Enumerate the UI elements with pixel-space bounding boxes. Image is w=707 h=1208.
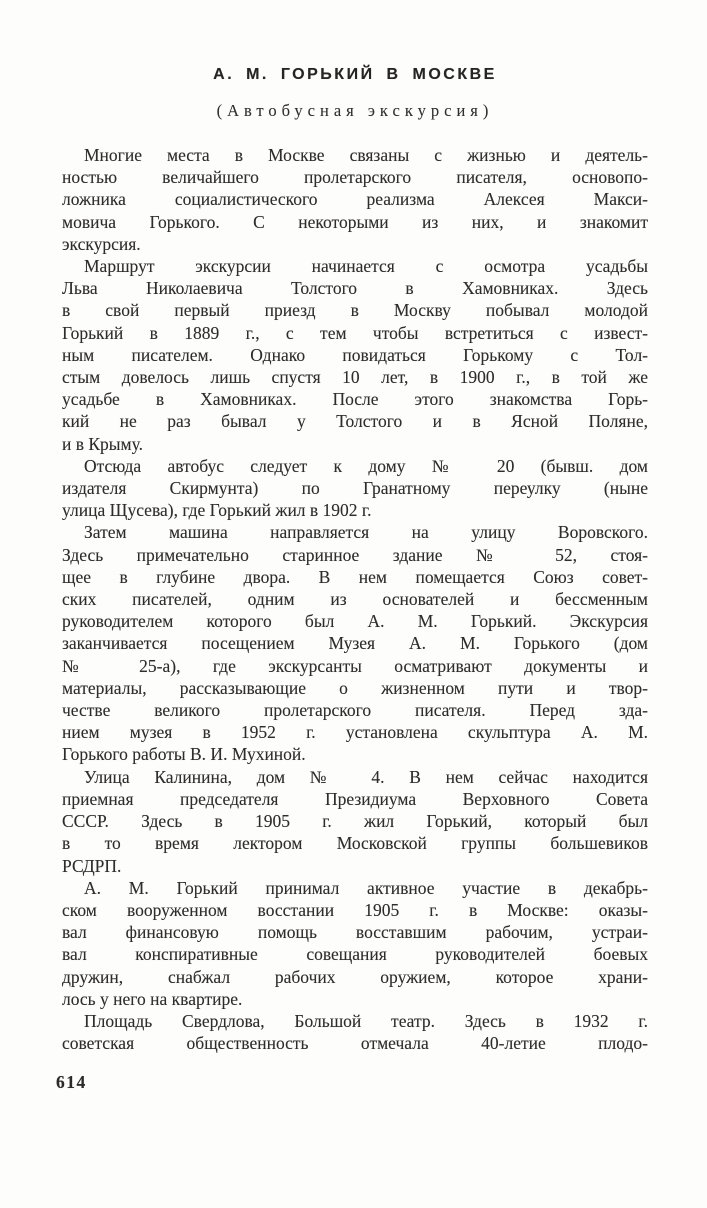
paragraph	[62, 877, 648, 1010]
text-line: № 25-а), где экскурсанты осматривают документы и	[62, 655, 648, 676]
text-line: Площадь Свердлова, Большой театр. Здесь в 1932 г.	[84, 1010, 648, 1031]
text-line: дружин, снабжал рабочих оружием, которое храни-	[62, 966, 648, 987]
text-line: кий не раз бывал у Толстого и в Ясной Поляне,	[62, 411, 648, 432]
text-line: ложника социалистического реализма Алексея Макси-	[62, 189, 648, 210]
text-line: Многие места в Москве связаны с жизнью и деятель-	[84, 145, 648, 165]
text-line: ском вооруженном восстании 1905 г. в Москве: оказы-	[62, 899, 648, 920]
text-line: честве великого пролетарского писателя. Перед зда-	[62, 700, 648, 721]
text-line: щее в глубине двора. В нем помещается Союз совет-	[62, 566, 648, 587]
text-line: заканчивается посещением Музея А. М. Горького (дом	[62, 633, 648, 654]
text-column	[62, 66, 648, 1054]
text-line: РСДРП.	[62, 855, 122, 876]
text-line: приемная председателя Президиума Верховного Совета	[62, 788, 648, 809]
text-line: руководителем которого был А. М. Горький. Экскурсия	[62, 611, 648, 632]
text-line: ным писателем. Однако повидаться Горькому с Тол-	[62, 344, 648, 365]
text-line: Затем машина направляется на улицу Воровского.	[84, 522, 648, 543]
text-line: в то время лектором Московской группы большевиков	[62, 833, 648, 854]
text-line: СССР. Здесь в 1905 г. жил Горький, который был	[62, 811, 648, 832]
text-line: Маршрут экскурсии начинается с осмотра усадьбы	[84, 256, 648, 277]
text-block	[62, 144, 648, 1054]
text-line: в свой первый приезд в Москву побывал молодой	[62, 300, 648, 321]
text-line: материалы, рассказывающие о жизненном пути и твор-	[62, 677, 648, 698]
text-line: ских писателей, одним из основателей и бессменным	[62, 589, 648, 610]
paragraph	[62, 144, 648, 255]
text-line: экскурсия.	[62, 233, 141, 254]
text-line: и в Крыму.	[62, 433, 144, 454]
text-line: усадьбе в Хамовниках. После этого знакомства Горь-	[62, 389, 648, 410]
text-line: нием музея в 1952 г. установлена скульптура А. М.	[62, 722, 648, 743]
paragraph	[62, 255, 648, 455]
page-title: А. М. ГОРЬКИЙ В МОСКВЕ	[213, 66, 497, 83]
paragraph	[62, 766, 648, 877]
text-line: советская общественность отмечала 40-летие плодо-	[62, 1033, 648, 1054]
text-line: мовича Горького. С некоторыми из них, и знакомит	[62, 211, 648, 232]
text-line: Отсюда автобус следует к дому № 20 (бывш. дом	[84, 455, 648, 476]
text-line: Льва Николаевича Толстого в Хамовниках. Здесь	[62, 278, 648, 299]
text-line: вал конспиративные совещания руководителей боевых	[62, 944, 648, 965]
paragraph	[62, 521, 648, 765]
text-line: улица Щусева), где Горький жил в 1902 г.	[62, 500, 372, 521]
page-number: 614	[56, 1072, 87, 1092]
text-line: Горький в 1889 г., с тем чтобы встретиться с извест-	[62, 322, 648, 343]
text-line: ностью величайшего пролетарского писателя, основопо-	[62, 167, 648, 188]
page-subtitle: (Автобусная экскурсия)	[216, 101, 494, 120]
text-line: стым довелось лишь спустя 10 лет, в 1900 г., в той же	[62, 367, 648, 388]
text-line: Улица Калинина, дом № 4. В нем сейчас находится	[84, 766, 648, 787]
paragraph	[62, 1010, 648, 1054]
text-line: вал финансовую помощь восставшим рабочим, устраи-	[62, 922, 648, 943]
text-line: издателя Скирмунта) по Гранатному переулку (ныне	[62, 478, 648, 499]
text-line: лось у него на квартире.	[62, 988, 243, 1009]
text-line: Горького работы В. И. Мухиной.	[62, 744, 306, 765]
paragraph	[62, 455, 648, 522]
text-line: Здесь примечательно старинное здание № 52, стоя-	[62, 544, 648, 565]
text-line: А. М. Горький принимал активное участие в декабрь-	[84, 877, 648, 898]
